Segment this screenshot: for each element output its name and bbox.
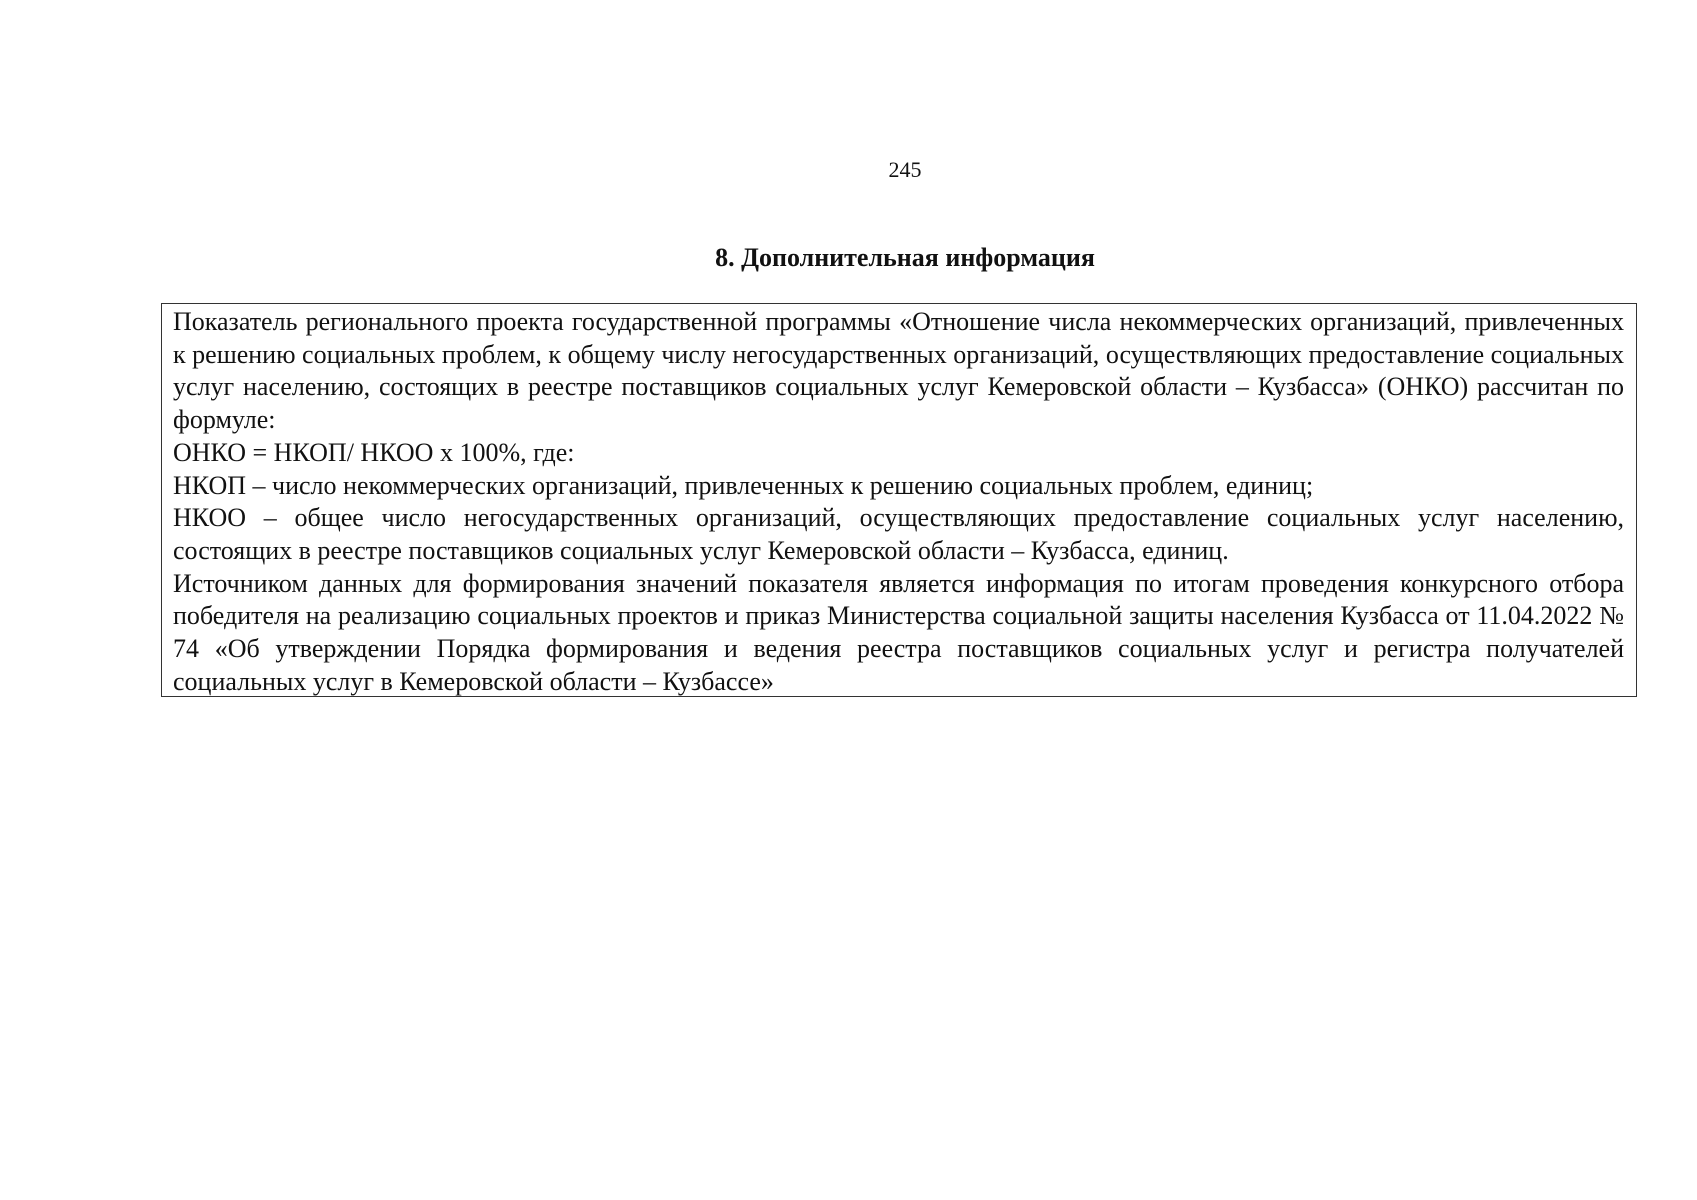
- nkoo-definition: НКОО – общее число негосударственных организаций, осуществляющих предоставление социальных услуг населению, состоящих в реестре поставщиков социальных услуг Кемеровской области – Кузбасса, единиц.: [173, 503, 1624, 565]
- additional-info-box: [161, 303, 1637, 697]
- indicator-description: Показатель регионального проекта государственной программы «Отношение числа некоммерческих организаций, привлеченных к решению социальных проблем, к общему числу негосударственных организаций, осуществляющих предоставление социальных услуг населению, состоящих в реестре поставщиков социальных услуг Кемеровской области – Кузбасса» (ОНКО) рассчитан по формуле:: [173, 307, 1624, 435]
- data-source-paragraph: Источником данных для формирования значений показателя является информация по итогам проведения конкурсного отбора победителя на реализацию социальных проектов и приказ Министерства социальной защиты населения Кузбасса от 11.04.2022 № 74 «Об утверждении Порядка формирования и ведения реестра поставщиков социальных услуг и регистра получателей социальных услуг в Кемеровской области – Кузбассе»: [173, 568, 1624, 696]
- page-number: 245: [888, 157, 922, 182]
- formula-line: ОНКО = НКОП/ НКОО х 100%, где:: [173, 437, 575, 467]
- section-title: 8. Дополнительная информация: [715, 243, 1095, 272]
- nkop-definition: НКОП – число некоммерческих организаций, привлеченных к решению социальных проблем, единиц;: [173, 470, 1314, 500]
